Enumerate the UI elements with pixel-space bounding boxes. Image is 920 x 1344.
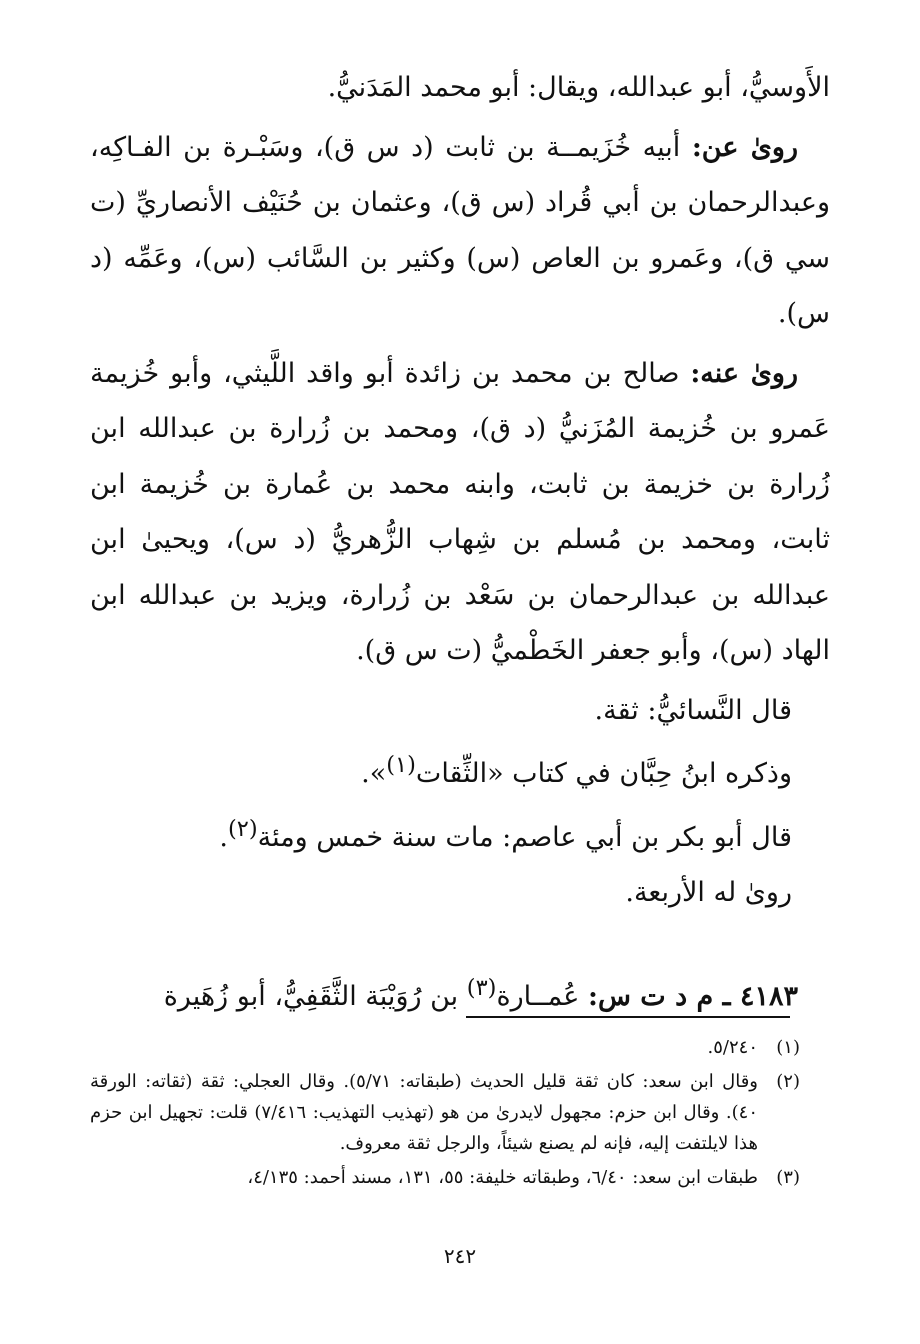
main-text [90,60,830,1024]
footnote-text: ٥/٢٤٠. [707,1037,758,1058]
new-entry-heading [90,961,830,1025]
narrated-by-label: روىٰ عنه: [690,357,799,389]
arbaa-statement: روىٰ له الأربعة. [625,877,792,908]
abu-bakr-statement [90,802,792,866]
footnote-text: طبقات ابن سعد: ٦/٤٠، وطبقاته خليفة: ٥٥، ١٣١، مسند أحمد: ٤/١٣٥، [247,1167,758,1188]
entry-number: ٤١٨٣ ـ م د ت س: [587,980,798,1012]
narrated-by-paragraph [90,346,830,679]
ibn-hibban-statement [90,738,792,802]
footnote-ref-1: (١) [386,752,416,778]
narrated-from-paragraph [90,120,830,342]
abu-bakr-close: . [219,821,228,853]
footnote-2 [90,1066,800,1159]
footnote-marker: (٢) [776,1071,800,1092]
nasai-statement: قال النَّسائيُّ: ثقة. [594,694,792,726]
entry-name: عُمــارة [496,980,580,1012]
footnote-ref-2: (٢) [227,815,258,842]
footnote-text: وقال ابن سعد: كان ثقة قليل الحديث (طبقاته: ٥/٧١). وقال العجلي: ثقة (ثقاته: الورقة ٤٠). وقال ابن حزم: مجهول لايدرىٰ من هو (تهذيب التهذيب: ٧/٤١٦) قلت: تجهيل ابن حزم هذا لايلتفت إليه، فإنه لم يصنع شيئاً، والرجل ثقة معروف. [90,1071,759,1154]
ibn-hibban-text: وذكره ابنُ حِبَّان في كتاب «الثِّقات [415,758,792,789]
footnote-3 [90,1162,800,1193]
ibn-hibban-close: ». [361,758,387,789]
footnote-1 [90,1032,800,1063]
narrated-by-text: صالح بن محمد بن زائدة أبو واقد اللَّيثي، وأبو خُزيمة عَمرو بن خُزيمة المُزَنيُّ (د ق)، ومحمد بن زُرارة بن عبدالله ابن زُرارة بن خزيمة بن ثابت، وابنه محمد بن عُمارة بن خُزيمة ابن ثابت، ومحمد بن مُسلم بن شِهاب الزُّهريُّ (د س)، ويحيىٰ ابن عبدالله بن عبدالرحمان بن سَعْد بن زُرارة، ويزيد بن عبدالله ابن الهاد (س)، وأبو جعفر الخَطْميُّ (ت س ق). [90,357,830,666]
footnotes [90,1032,800,1196]
narrated-from-text: أبيه خُزَيمــة بن ثابت (د س ق)، وسَبْـرة بن الفـاكِه، وعبدالرحمان بن أبي قُراد (س ق)، وعثمان بن حُنَيْف الأنصاريِّ (ت سي ق)، وعَمرو بن العاص (س) وكثير بن السَّائب (س)، وعَمِّه (د س). [90,131,830,329]
page-number: ٢٤٢ [443,1244,477,1268]
narrated-from-label: روىٰ عن: [691,131,798,163]
footnote-ref-3: (٣) [466,974,497,1001]
footnote-marker: (٣) [776,1167,800,1188]
entry-continuation-line: الأَوسيُّ، أبو عبدالله، ويقال: أبو محمد المَدَنيُّ. [327,72,830,103]
footnote-divider [466,1016,790,1018]
footnote-marker: (١) [776,1037,800,1058]
entry-name-rest: بن رُوَيْبَة الثَّقَفِيُّ، أبو زُهَيرة [163,980,459,1012]
abu-bakr-text: قال أبو بكر بن أبي عاصم: مات سنة خمس ومئة [257,821,792,853]
